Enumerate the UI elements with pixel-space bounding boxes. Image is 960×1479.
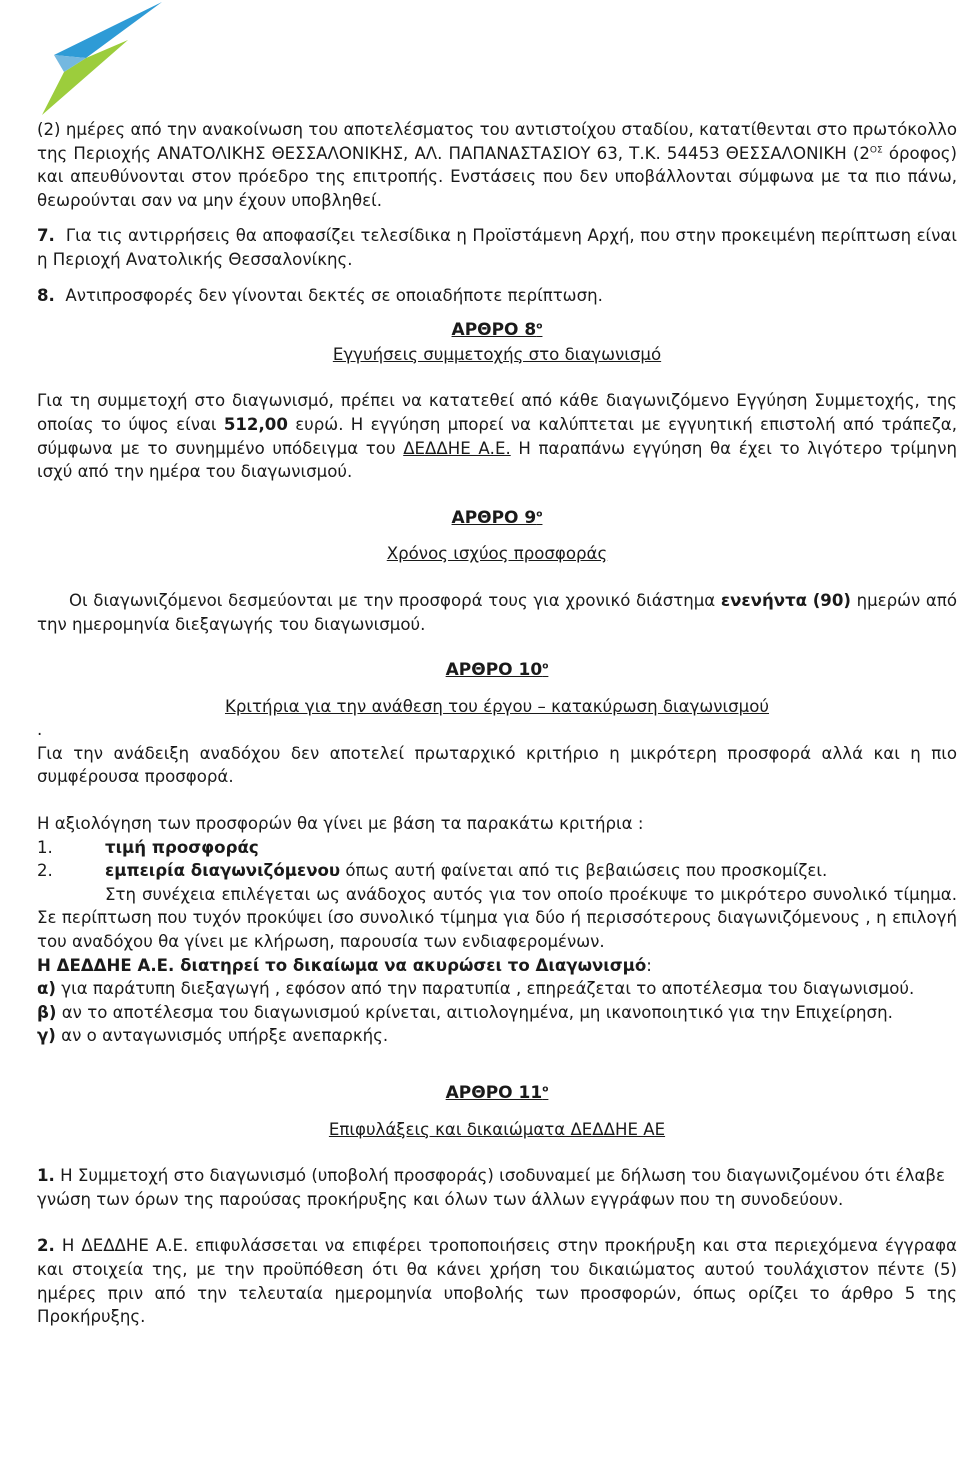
cancellation-rights: Η ΔΕΔΔΗΕ Α.Ε. διατηρεί το δικαίωμα να ακυρώσει το Διαγωνισμό: bbox=[37, 955, 652, 975]
validity-days-number: (90) bbox=[812, 590, 851, 610]
article-11-title: ΑΡΘΡΟ $11^o$ bbox=[445, 1083, 549, 1103]
guarantee-amount: 512,00 bbox=[223, 414, 288, 434]
article-10-title: ΑΡΘΡΟ $10^o$ bbox=[445, 660, 549, 681]
article-11-paragraph-1: 1. Η Συμμετοχή στο διαγωνισμό (υποβολή προσφοράς) ισοδυναμεί με δήλωση του διαγωνιζομένου ότι έλαβε γνώση των όρων της παρούσας προκήρυξης και όλων των άλλων εγγράφων που τη συνοδεύουν. bbox=[37, 1166, 945, 1209]
text-line: (2) ημέρες από την ανακοίνωση του αποτελέσματος του αντιστοίχου σταδίου, κατατίθενται στο bbox=[37, 120, 848, 139]
criterion-2: 2. εμπειρία διαγωνιζόμενου όπως αυτή φαίνεται από τις βεβαιώσεις που προσκομίζει. bbox=[37, 861, 828, 881]
logo-bolt-icon bbox=[24, 0, 164, 118]
cancellation-item-a: α) για παράτυπη διεξαγωγή , εφόσον από την παρατυπία , επηρεάζεται το αποτέλεσμα του διαγωνισμού. bbox=[37, 979, 915, 999]
article-11-subtitle: Επιφυλάξεις και δικαιώματα ΔΕΔΔΗΕ ΑΕ bbox=[328, 1119, 666, 1139]
text-line: όροφος) και απευθύνονται στον πρόεδρο της επιτροπής. Ενστάσεις bbox=[37, 143, 957, 187]
article-11-paragraph-2: 2. Η ΔΕΔΔΗΕ Α.Ε. επιφυλάσσεται να επιφέρει τροποποιήσεις στην προκήρυξη και στα περιεχόμενα έγγραφα και στοιχεία της, με την προϋπόθεση ότι θα κάνει χρήση του δικαιώματος αυτού τουλάχιστον πέντε (5) ημέρες πριν από την τελευταία ημερομηνία υποβολής των προσφορών, όπως ορίζει το άρθρο 5 της Προκήρυξης. bbox=[37, 1236, 957, 1327]
validity-days-word: ενενήντα bbox=[720, 590, 808, 610]
article-9-title: ΑΡΘΡΟ $9^o$ bbox=[451, 507, 543, 528]
article-10-paragraph-3: Στη συνέχεια επιλέγεται ως ανάδοχος αυτός για τον οποίο προέκυψε το μικρότερο συνολικό τίμημα. Σε περίπτωση που τυχόν προκύψει ίσο συνολικό τίμημα για δύο ή περισσότερους διαγωνιζόμενους , η επιλογή του αναδόχου θα γίνει με κλήρωση, παρουσία των ενδιαφερομένων. bbox=[37, 884, 957, 952]
article-8-paragraph: Για τη συμμετοχή στο διαγωνισμό, πρέπει να κατατεθεί από κάθε διαγωνιζόμενο Εγγύηση Συμμετοχής, της οποίας το ύψος είναι 512,00 ευρώ. Η εγγύηση μπορεί να καλύπτεται με εγγυητική επιστολή από τράπεζα, σύμφωνα με το συνημμένο υπόδειγμα του ΔΕΔΔΗΕ Α.Ε. Η παραπάνω εγγύηση θα έχει το λιγότερο τρίμηνη ισχύ από την ημέρα του διαγωνισμού. bbox=[37, 391, 957, 482]
text-line: 54453 ΘΕΣΣΑΛΟΝΙΚΗ (2 bbox=[666, 143, 870, 163]
cancellation-item-g: γ) αν ο ανταγωνισμός υπήρξε ανεπαρκής. bbox=[37, 1026, 389, 1046]
item-7 bbox=[37, 224, 957, 271]
criterion-1: 1. τιμή προσφοράς bbox=[37, 837, 259, 857]
item-text: Αντιπροσφορές δεν γίνονται δεκτές σε οποιαδήποτε περίπτωση. bbox=[65, 285, 603, 305]
item-number: 7. bbox=[37, 226, 55, 246]
document-page bbox=[37, 118, 957, 1329]
company-name: ΔΕΔΔΗΕ Α.Ε. bbox=[403, 438, 511, 458]
item-8 bbox=[37, 284, 957, 308]
company-logo bbox=[24, 0, 164, 118]
item-text: Για τις αντιρρήσεις θα αποφασίζει τελεσίδικα η Προϊστάμενη Αρχή, που στην προκειμένη περίπτωση είναι η Περιοχή Ανατολικής Θεσσαλονίκης. bbox=[37, 226, 957, 269]
text-line: που δεν υποβάλλονται σύμφωνα με τα πιο πάνω, θεωρούνται σαν να μην έχουν υποβληθεί. bbox=[37, 167, 958, 210]
article-8-subtitle: Εγγυήσεις συμμετοχής στο διαγωνισμό bbox=[332, 344, 662, 364]
article-8-title: ΑΡΘΡΟ $8^o$ bbox=[451, 320, 543, 341]
text-line: πρωτόκολλο της Περιοχής ΑΝΑΤΟΛΙΚΗΣ ΘΕΣΣΑΛΟΝΙΚΗΣ, ΑΛ. ΠΑΠΑΝΑΣΤΑΣΙΟΥ 63, Τ.Κ. bbox=[37, 120, 957, 163]
objection-paragraph bbox=[37, 118, 957, 212]
article-10-paragraph-1: Για την ανάδειξη αναδόχου δεν αποτελεί πρωταρχικό κριτήριο η μικρότερη προσφορά αλλά και η πιο συμφέρουσα προσφορά. bbox=[37, 743, 957, 787]
cancellation-item-b: β) αν το αποτέλεσμα του διαγωνισμού κρίνεται, αιτιολογημένα, μη ικανοποιητικό για την Επιχείρηση. bbox=[37, 1002, 893, 1022]
article-10-subtitle: Κριτήρια για την ανάθεση του έργου – κατακύρωση διαγωνισμού bbox=[224, 696, 769, 716]
item-number: 8. bbox=[37, 285, 55, 305]
article-10-dot: . bbox=[37, 720, 43, 740]
article-9-subtitle: Χρόνος ισχύος προσφοράς bbox=[386, 544, 608, 564]
superscript: ΟΣ bbox=[869, 145, 883, 156]
article-9-paragraph: Οι διαγωνιζόμενοι δεσμεύονται με την προσφορά τους για χρονικό διάστημα ενενήντα (90) ημερών από την ημερομηνία διεξαγωγής του διαγωνισμού. bbox=[37, 590, 958, 634]
article-10-paragraph-2: Η αξιολόγηση των προσφορών θα γίνει με βάση τα παρακάτω κριτήρια : bbox=[37, 814, 644, 834]
